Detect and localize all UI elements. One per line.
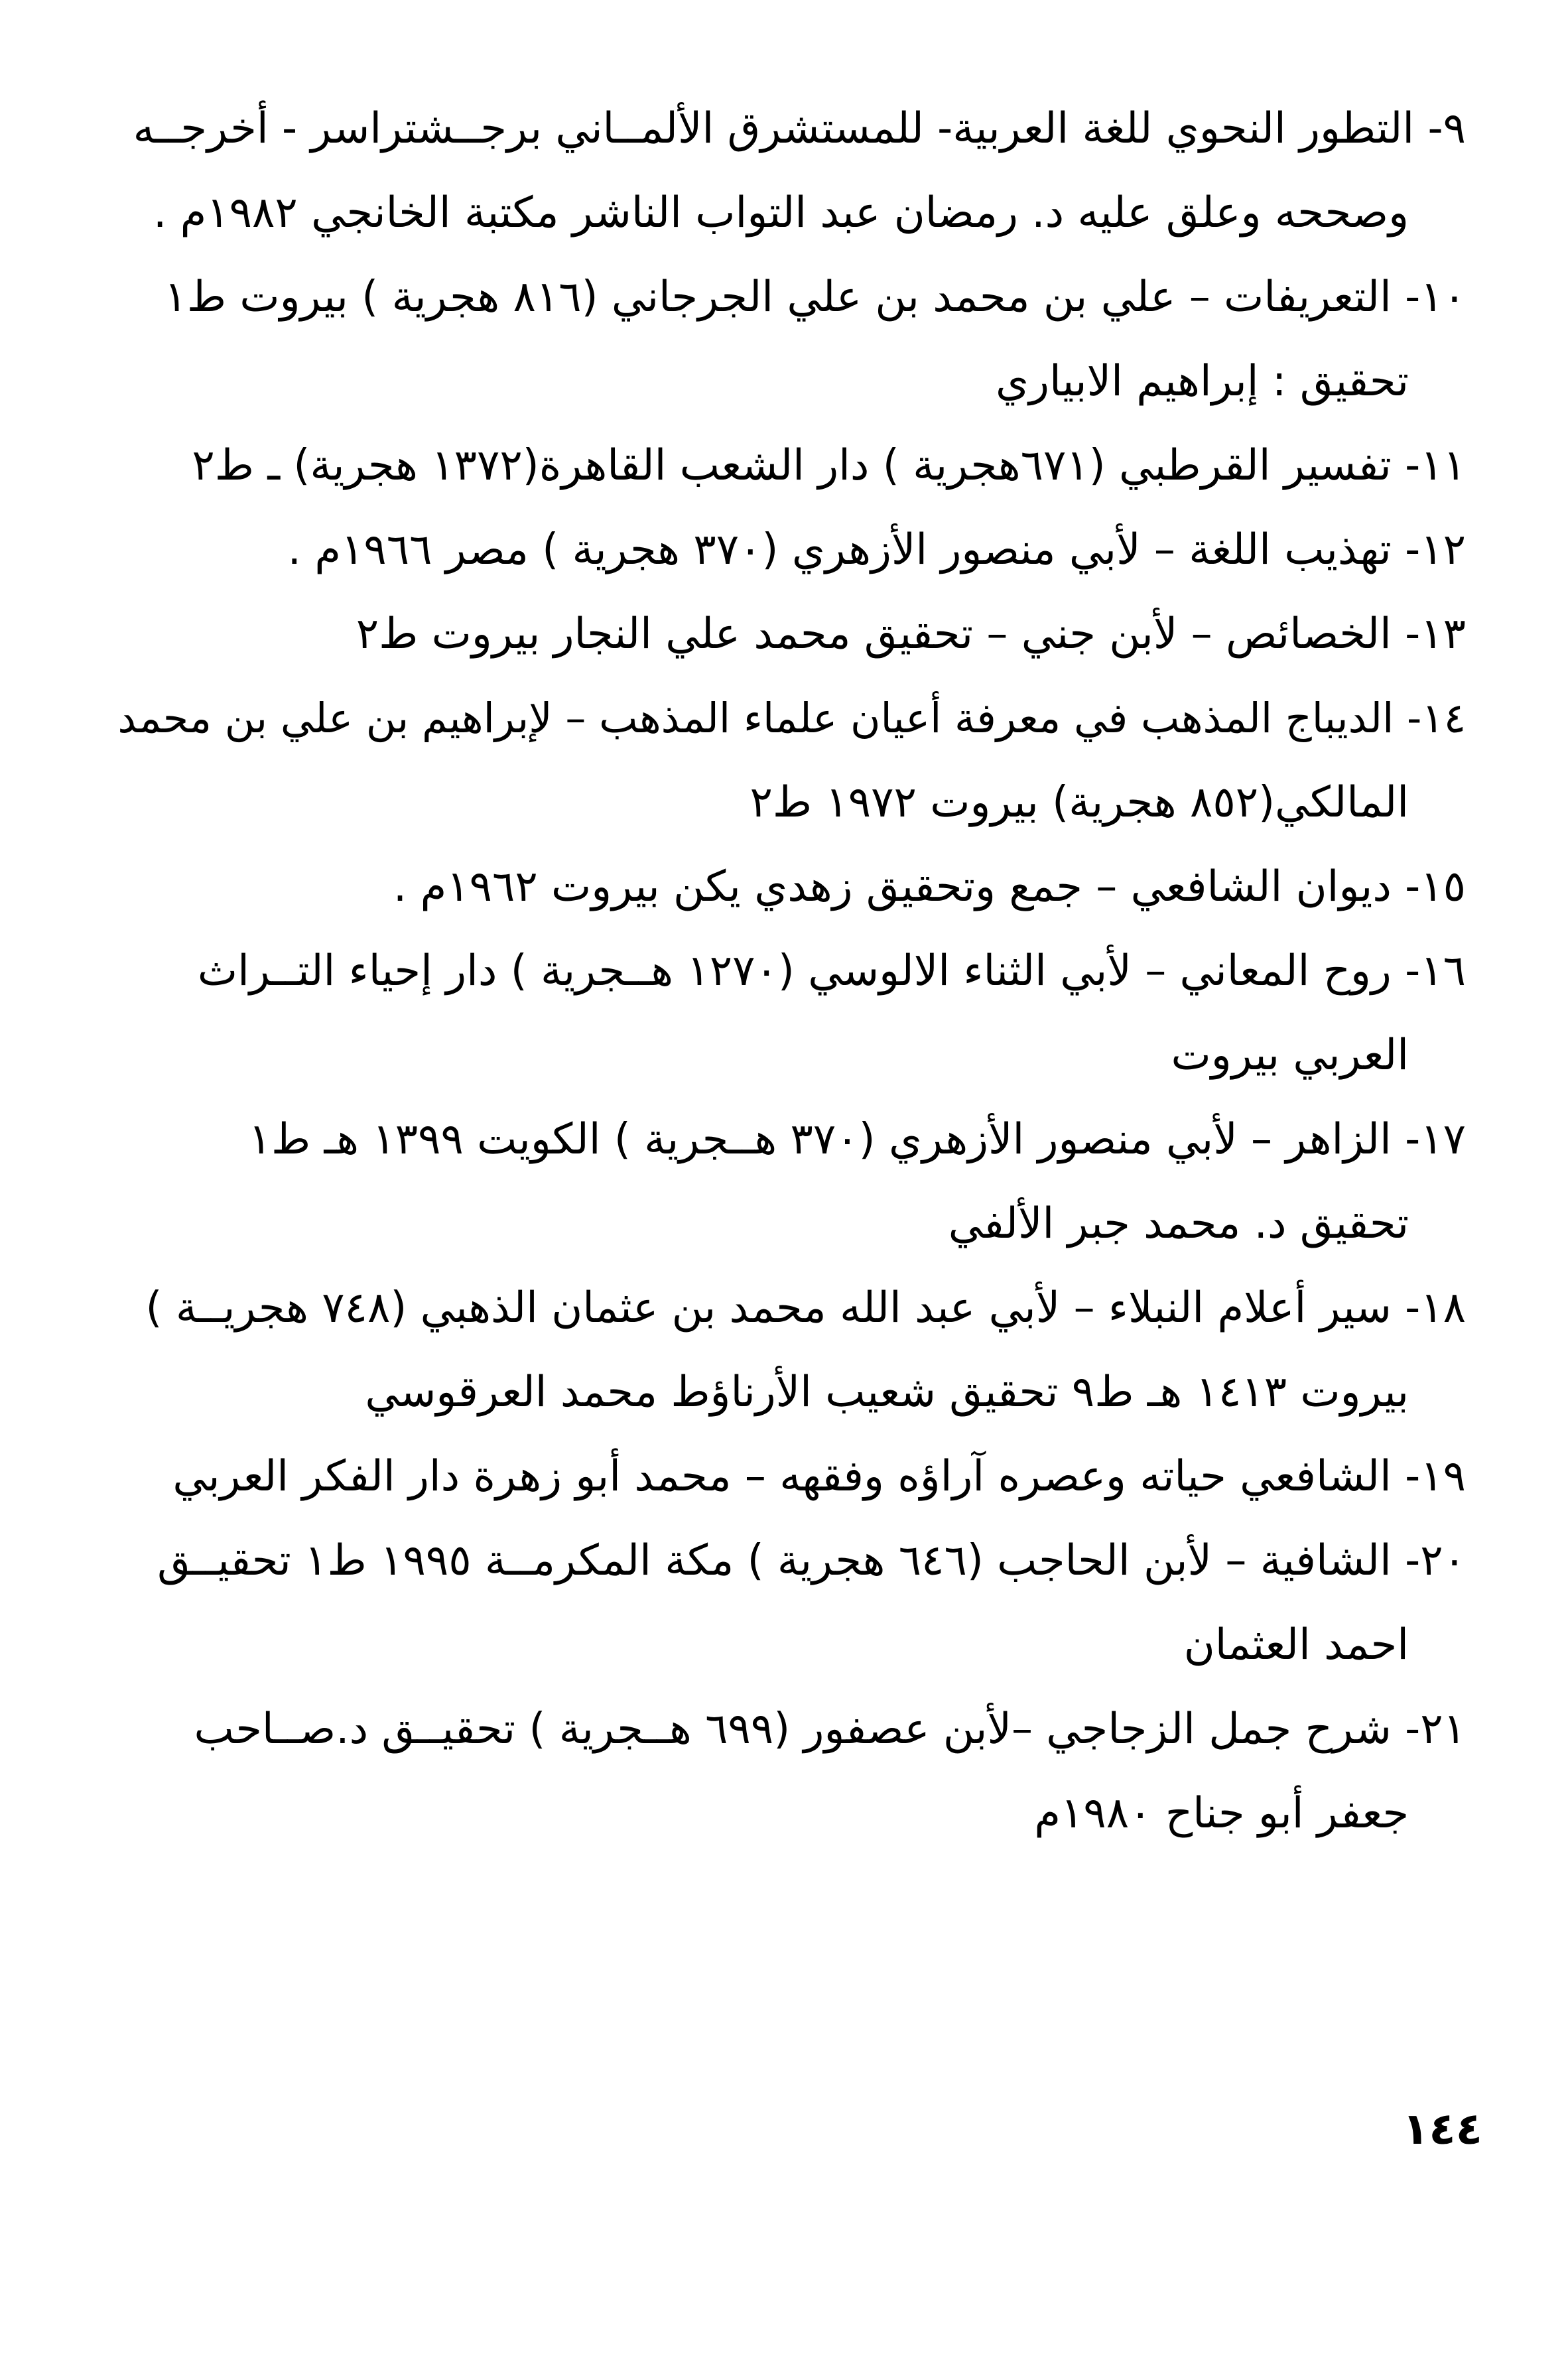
reference-entry-line: ١٧- الزاهر – لأبي منصور الأزهري (٣٧٠ هــجرية ) الكويت ١٣٩٩ هـ ط١ xyxy=(248,1114,1466,1164)
reference-entry-line: ١٤- الديباج المذهب في معرفة أعيان علماء المذهب – لإبراهيم بن علي بن محمد xyxy=(117,693,1466,742)
reference-entry-line: ١٠- التعريفات – علي بن محمد بن علي الجرجاني (٨١٦ هجرية ) بيروت ط١ xyxy=(164,272,1466,322)
references-list xyxy=(113,86,1466,1855)
page-number: ١٤٤ xyxy=(1402,2103,1482,2154)
reference-continuation-line: تحقيق : إبراهيم الابياري xyxy=(995,356,1409,406)
reference-continuation-line: تحقيق د. محمد جبر الألفي xyxy=(948,1199,1409,1248)
reference-continuation-line: احمد العثمان xyxy=(1183,1620,1409,1670)
reference-continuation-line: وصححه وعلق عليه د. رمضان عبد التواب الناشر مكتبة الخانجي ١٩٨٢م . xyxy=(153,188,1409,237)
reference-entry-line: ١٩- الشافعي حياته وعصره آراؤه وفقهه – محمد أبو زهرة دار الفكر العربي xyxy=(172,1451,1466,1501)
reference-continuation-line: المالكي(٨٥٢ هجرية) بيروت ١٩٧٢ ط٢ xyxy=(750,777,1409,827)
reference-continuation-line: العربي بيروت xyxy=(1171,1030,1409,1080)
reference-entry-line: ٩- التطور النحوي للغة العربية- للمستشرق الألمــاني برجــشتراسر - أخرجــه xyxy=(133,103,1466,153)
reference-entry-line: ١١- تفسير القرطبي (٦٧١هجرية ) دار الشعب القاهرة(١٣٧٢ هجرية) ـ ط٢ xyxy=(192,440,1466,490)
reference-entry-line: ١٢- تهذيب اللغة – لأبي منصور الأزهري (٣٧٠ هجرية ) مصر ١٩٦٦م . xyxy=(287,525,1466,574)
reference-continuation-line: جعفر أبو جناح ١٩٨٠م xyxy=(1034,1788,1409,1838)
reference-entry-line: ٢٠- الشافية – لأبن الحاجب (٦٤٦ هجرية ) مكة المكرمــة ١٩٩٥ ط١ تحقيــق xyxy=(157,1536,1466,1585)
reference-entry-line: ١٥- ديوان الشافعي – جمع وتحقيق زهدي يكن بيروت ١٩٦٢م . xyxy=(393,862,1466,911)
reference-entry-line: ١٨- سير أعلام النبلاء – لأبي عبد الله محمد بن عثمان الذهبي (٧٤٨ هجريــة ) xyxy=(145,1283,1466,1333)
reference-entry-line: ٢١- شرح جمل الزجاجي –لأبن عصفور (٦٩٩ هــجرية ) تحقيــق د.صــاحب xyxy=(194,1704,1466,1754)
reference-entry-line: ١٣- الخصائص – لأبن جني – تحقيق محمد علي النجار بيروت ط٢ xyxy=(356,609,1466,659)
reference-continuation-line: بيروت ١٤١٣ هـ ط٩ تحقيق شعيب الأرناؤط محمد العرقوسي xyxy=(365,1367,1409,1417)
reference-entry-line: ١٦- روح المعاني – لأبي الثناء الالوسي (١٢٧٠ هــجرية ) دار إحياء التــراث xyxy=(197,946,1466,996)
